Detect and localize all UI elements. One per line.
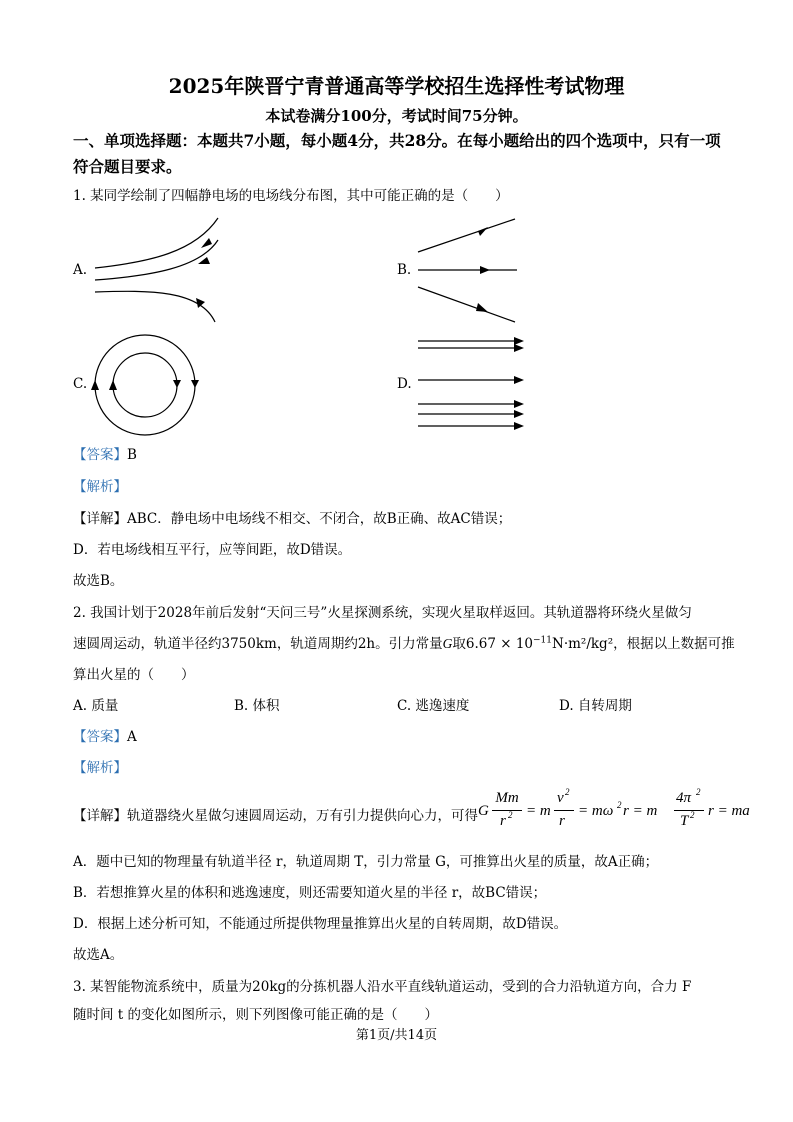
- diagram-d-field-lines: [418, 337, 524, 430]
- q2-answer: A: [127, 729, 137, 745]
- field-circle-outer: [95, 335, 195, 435]
- q1-detail-1: 【详解】ABC．静电场中电场线不相交、不闭合，故B正确、故AC错误；: [73, 511, 512, 527]
- arrowhead-c1: [91, 380, 99, 390]
- fraction-bar-3: [674, 810, 704, 811]
- formula-sq1: 2: [508, 810, 513, 820]
- q2-symbol-g: G: [442, 636, 453, 651]
- q2-option-c: C. 逃逸速度: [397, 698, 470, 714]
- arrowhead-d4: [514, 400, 524, 408]
- q2-option-b: B. 体积: [234, 698, 280, 714]
- arrowhead-d6: [514, 422, 524, 430]
- arrowhead-a2: [198, 257, 210, 264]
- arrowhead-d2: [514, 344, 524, 352]
- q2-stem-2b: 取6.67 × 10: [452, 636, 534, 652]
- arrowhead-a3: [196, 298, 205, 308]
- formula-t: T: [680, 813, 689, 829]
- q1-answer: B: [127, 447, 137, 463]
- formula-v: v: [557, 790, 564, 806]
- diagram-a-field-lines: [95, 218, 218, 322]
- formula-sq5: 2: [690, 810, 695, 820]
- q1-conclusion: 故选B。: [73, 573, 124, 589]
- arrowhead-d1: [514, 337, 524, 345]
- q2-answer-line: [73, 725, 137, 745]
- formula-g: G: [478, 803, 489, 819]
- q2-line-d: D．根据上述分析可知，不能通过所提供物理量推算出火星的自转周期，故D错误。: [73, 916, 568, 932]
- q1-stem: 1. 某同学绘制了四幅静电场的电场线分布图，其中可能正确的是（ ）: [73, 188, 509, 204]
- answer-tag: 【答案】: [73, 447, 127, 463]
- fraction-bar-2: [554, 810, 574, 811]
- formula-4pi: 4π: [676, 790, 692, 806]
- page-title: 2025年陕晋宁青普通高等学校招生选择性考试物理: [168, 74, 625, 98]
- arrowhead-c3: [173, 380, 181, 388]
- q2-analysis-tag: 【解析】: [73, 760, 127, 776]
- answer-tag: 【答案】: [73, 729, 127, 745]
- q2-stem-line-2: [73, 632, 735, 652]
- diagram-c-field-lines: [91, 335, 199, 435]
- arrowhead-c4: [191, 380, 199, 388]
- q2-option-d: D. 自转周期: [559, 698, 632, 714]
- formula-sq4: 2: [696, 787, 701, 797]
- arrowhead-b2: [480, 266, 490, 274]
- q2-line-b: B．若想推算火星的体积和逃逸速度，则还需要知道火星的半径 r，故BC错误；: [73, 885, 547, 901]
- formula-sq3: 2: [617, 800, 622, 810]
- q3-stem-line-1: 3. 某智能物流系统中，质量为20kg的分拣机器人沿水平直线轨道运动，受到的合力沿轨道方向，合力 F: [73, 979, 692, 995]
- q1-detail-2: D．若电场线相互平行，应等间距，故D错误。: [73, 542, 352, 558]
- q1-answer-line: [73, 443, 137, 463]
- q2-detail-intro: 【详解】轨道器绕火星做匀速圆周运动，万有引力提供向心力，可得: [73, 808, 478, 824]
- q2-stem-2a: 速圆周运动，轨道半径约3750km，轨道周期约2h。引力常量: [73, 636, 443, 652]
- section-heading: 一、单项选择题：本题共7小题，每小题4分，共28分。在每小题给出的四个选项中，只有一项符合题目要求。: [73, 131, 721, 176]
- q2-stem-2c: N·m²/kg²，根据以上数据可推: [552, 636, 735, 652]
- formula-r: r: [559, 813, 565, 829]
- arrowhead-c2: [109, 380, 117, 390]
- field-line-b3: [418, 287, 515, 322]
- arrowhead-a1: [201, 238, 212, 248]
- field-line-a2: [95, 240, 218, 280]
- arrowhead-b3: [476, 303, 488, 312]
- field-circle-inner: [113, 353, 177, 417]
- page-footer: 第1页/共14页: [355, 1028, 438, 1043]
- q1-option-c-label: C.: [73, 376, 88, 392]
- formula-mm: Mm: [495, 790, 519, 806]
- q2-stem-line-3: 算出火星的（ ）: [73, 667, 195, 683]
- arrowhead-b1: [478, 227, 488, 236]
- diagram-b-field-lines: [418, 219, 517, 322]
- formula-eq2: = mω: [578, 803, 614, 819]
- q2-stem-line-1: 2. 我国计划于2028年前后发射“天问三号”火星探测系统，实现火星取样返回。其轨道器将环绕火星做匀: [73, 605, 692, 621]
- q2-exponent: −11: [533, 635, 553, 646]
- field-line-a3: [95, 291, 215, 322]
- formula-sq2: 2: [565, 787, 570, 797]
- q1-option-a-label: A.: [73, 262, 88, 278]
- q2-line-a: A．题中已知的物理量有轨道半径 r，轨道周期 T，引力常量 G，可推算出火星的质量，故A正确；: [73, 854, 659, 870]
- q1-option-d-label: D.: [397, 376, 412, 392]
- q2-conclusion: 故选A。: [73, 947, 124, 963]
- field-line-b1: [418, 219, 515, 252]
- q3-stem-line-2: 随时间 t 的变化如图所示，则下列图像可能正确的是（ ）: [73, 1007, 439, 1023]
- field-line-a1: [95, 218, 218, 268]
- q1-analysis-tag: 【解析】: [73, 479, 127, 495]
- formula-r2: r: [500, 813, 506, 829]
- formula-eq1: = m: [526, 803, 551, 819]
- arrowhead-d5: [514, 410, 524, 418]
- q2-option-a: A. 质量: [73, 698, 119, 714]
- fraction-bar-1: [492, 810, 522, 811]
- exam-subtitle: 本试卷满分100分，考试时间75分钟。: [265, 107, 528, 125]
- formula-eq2b: r = m: [623, 803, 658, 819]
- q1-option-b-label: B.: [397, 262, 412, 278]
- formula-eq3: r = ma: [708, 803, 750, 819]
- arrowhead-d3: [514, 376, 524, 384]
